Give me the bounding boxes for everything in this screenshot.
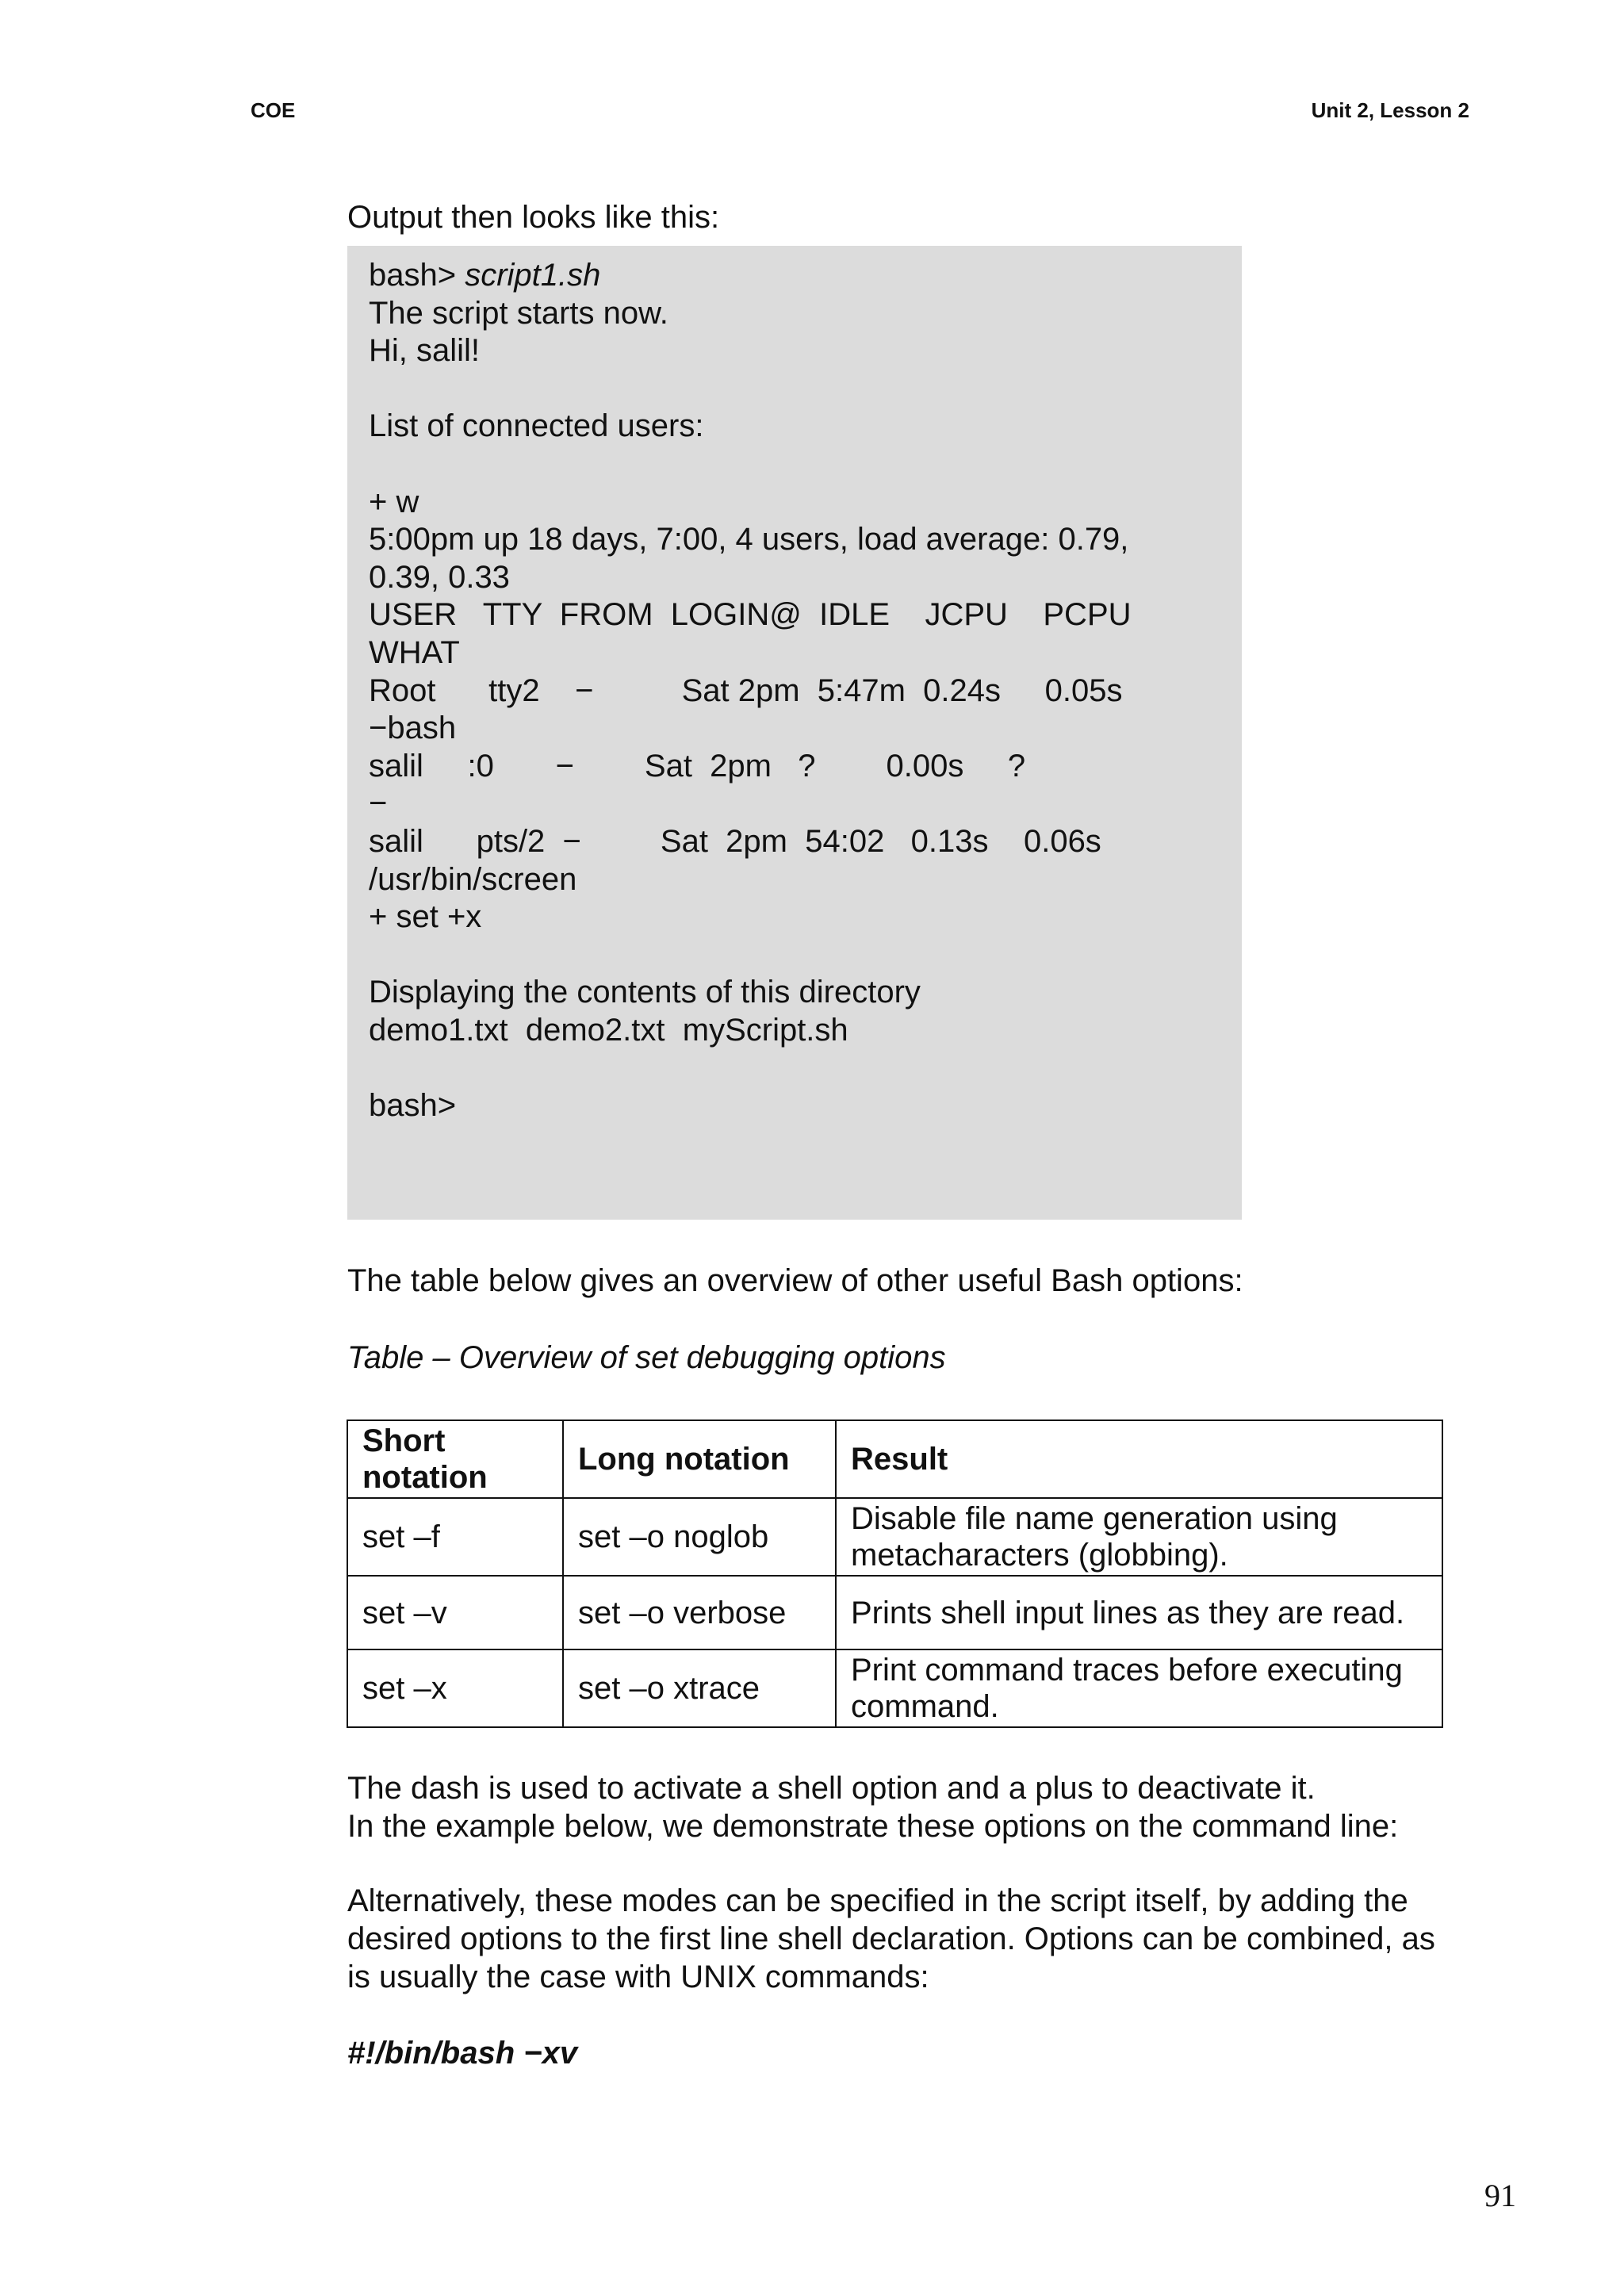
terminal-line: [369, 257, 1132, 295]
terminal-line: [369, 1012, 1132, 1050]
terminal-line-text: 5:00pm up 18 days, 7:00, 4 users, load average: 0.79,: [369, 522, 1129, 557]
cell-short-notation: set –x: [347, 1649, 563, 1727]
terminal-line: [369, 974, 1132, 1012]
options-table: [347, 1420, 1443, 1728]
table-row: [347, 1649, 1442, 1727]
page-number: 91: [1484, 2178, 1516, 2213]
terminal-line: [369, 634, 1132, 672]
terminal-line-text: WHAT: [369, 634, 460, 670]
terminal-line-text: List of connected users:: [369, 408, 704, 444]
terminal-line-text: bash>: [369, 1088, 457, 1124]
terminal-line-text: −: [369, 786, 388, 822]
terminal-line-text: /usr/bin/screen: [369, 861, 577, 897]
cell-long-notation: set –o verbose: [563, 1576, 836, 1649]
terminal-line: [369, 370, 1132, 408]
terminal-line: [369, 332, 1132, 370]
terminal-line: [369, 748, 1132, 786]
terminal-line: [369, 521, 1132, 559]
terminal-line: [369, 596, 1132, 634]
terminal-line-text: bash>: [369, 258, 465, 293]
table-intro-text: The table below gives an overview of other useful Bash options:: [347, 1263, 1243, 1298]
terminal-line: [369, 559, 1132, 597]
terminal-line-text: 0.39, 0.33: [369, 559, 510, 595]
header-course-label: COE: [251, 98, 296, 122]
terminal-line: [369, 408, 1132, 446]
cell-short-notation: set –v: [347, 1576, 563, 1649]
shebang-line: #!/bin/bash −xv: [347, 2036, 578, 2071]
terminal-line-text: The script starts now.: [369, 295, 668, 331]
terminal-line-text: −bash: [369, 711, 457, 746]
terminal-line: [369, 898, 1132, 937]
terminal-line-text: Hi, salil!: [369, 333, 481, 369]
terminal-line: [369, 1087, 1132, 1125]
header-short-notation: Short notation: [347, 1420, 563, 1498]
table-row: [347, 1576, 1442, 1649]
table-row: [347, 1498, 1442, 1576]
paragraph-alternatively: Alternatively, these modes can be specified in the script itself, by adding the desired options to the first line shell declaration. Options can be combined, as is usually the case with UNIX commands:: [347, 1883, 1435, 1994]
terminal-line-text: USER TTY FROM LOGIN@ IDLE JCPU PCPU: [369, 597, 1132, 633]
terminal-line-text: Displaying the contents of this directory: [369, 975, 921, 1010]
cell-long-notation: set –o xtrace: [563, 1649, 836, 1727]
paragraph-dash-plus: The dash is used to activate a shell option and a plus to deactivate it. In the example below, we demonstrate these options on the command line:: [347, 1771, 1399, 1844]
cell-long-notation: set –o noglob: [563, 1498, 836, 1576]
terminal-line: [369, 861, 1132, 899]
terminal-line-text: + w: [369, 484, 419, 519]
terminal-lines: [369, 257, 1132, 1125]
terminal-line: [369, 1049, 1132, 1087]
table-caption: Table – Overview of set debugging options: [347, 1340, 946, 1375]
terminal-line-text: demo1.txt demo2.txt myScript.sh: [369, 1012, 848, 1048]
terminal-line: [369, 785, 1132, 823]
terminal-line: [369, 672, 1132, 711]
terminal-line-text: salil :0 − Sat 2pm ? 0.00s ?: [369, 748, 1026, 784]
terminal-line: [369, 295, 1132, 333]
terminal-line: [369, 710, 1132, 748]
cell-short-notation: set –f: [347, 1498, 563, 1576]
intro-text: Output then looks like this:: [347, 200, 720, 235]
terminal-line-text: + set +x: [369, 899, 482, 935]
cell-result: Prints shell input lines as they are read.: [836, 1576, 1442, 1649]
header-long-notation: Long notation: [563, 1420, 836, 1498]
terminal-line: [369, 484, 1132, 522]
terminal-line: [369, 937, 1132, 975]
terminal-command: script1.sh: [465, 258, 601, 293]
terminal-line: [369, 446, 1132, 484]
cell-result: Print command traces before executing command.: [836, 1649, 1442, 1727]
cell-result: Disable file name generation using metacharacters (globbing).: [836, 1498, 1442, 1576]
table-header-row: [347, 1420, 1442, 1498]
header-result: Result: [836, 1420, 1442, 1498]
header-unit-lesson: Unit 2, Lesson 2: [1311, 98, 1469, 122]
terminal-line-text: salil pts/2 − Sat 2pm 54:02 0.13s 0.06s: [369, 823, 1101, 859]
terminal-line-text: Root tty2 − Sat 2pm 5:47m 0.24s 0.05s: [369, 672, 1123, 708]
terminal-line: [369, 823, 1132, 861]
terminal-output-box: [347, 246, 1242, 1220]
